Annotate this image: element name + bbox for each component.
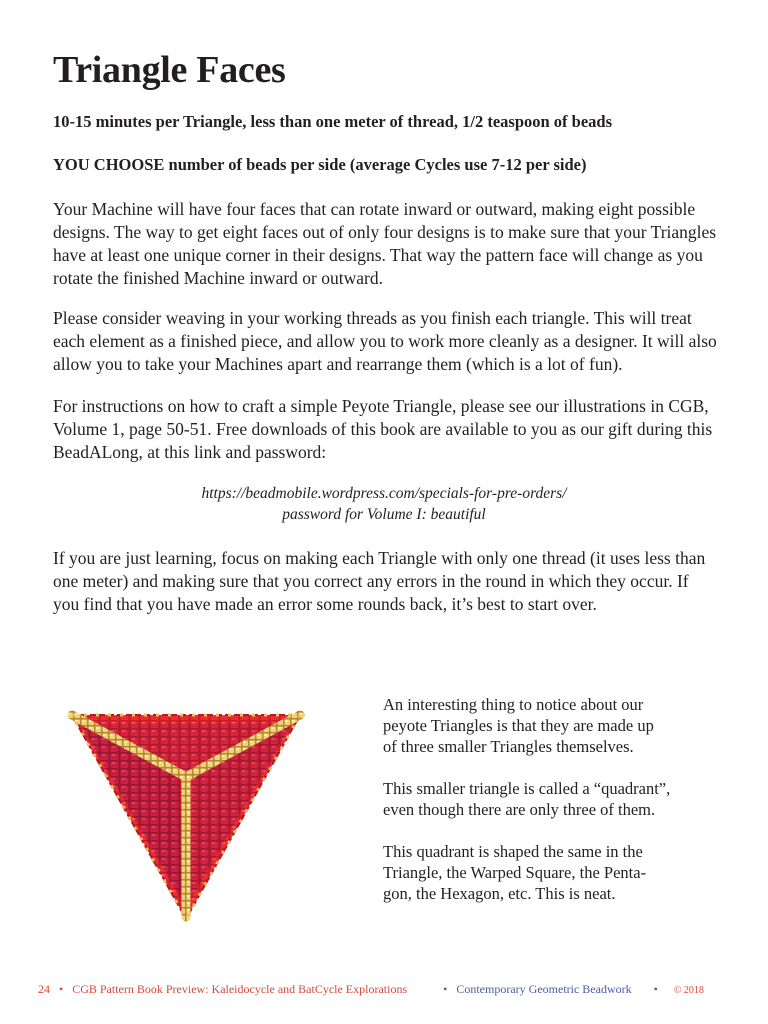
beaded-triangle-illustration	[60, 705, 310, 925]
series-title: Contemporary Geometric Beadwork	[456, 982, 632, 996]
text-line: each element as a finished piece, and allow you to work more cleanly as a designer. It will also	[53, 331, 717, 351]
copyright: © 2018	[673, 985, 704, 996]
download-link[interactable]: https://beadmobile.wordpress.com/specials-for-pre-orders/	[201, 485, 567, 502]
text-line: of three smaller Triangles themselves.	[383, 737, 634, 756]
download-info	[0, 483, 768, 525]
text-line: one meter) and making sure that you correct any errors in the round in which they occur. If	[53, 571, 689, 591]
text-line: BeadALong, at this link and password:	[53, 442, 327, 462]
text-line: Your Machine will have four faces that can rotate inward or outward, making eight possible	[53, 199, 696, 219]
text-line: Volume 1, page 50-51. Free downloads of this book are available to you as our gift during this	[53, 419, 713, 439]
paragraph-threads	[53, 307, 723, 376]
text-line: designs. The way to get eight faces out of only four designs is to make sure that your Triangles	[53, 222, 717, 242]
text-line: If you are just learning, focus on making each Triangle with only one thread (it uses less than	[53, 548, 706, 568]
quadrant-note	[383, 694, 723, 925]
beaded-triangle-image	[60, 705, 310, 925]
text-line: This quadrant is shaped the same in the	[383, 842, 643, 861]
bullet: •	[653, 982, 658, 996]
text-line: Triangle, the Warped Square, the Penta-	[383, 863, 647, 882]
text-line: you find that you have made an error some rounds back, it’s best to start over.	[53, 594, 597, 614]
text-line: Please consider weaving in your working threads as you finish each triangle. This will treat	[53, 308, 692, 328]
page-title: Triangle Faces	[53, 49, 286, 91]
bullet: •	[59, 982, 64, 996]
bullet: •	[443, 982, 448, 996]
book-title: CGB Pattern Book Preview: Kaleidocycle and BatCycle Explorations	[72, 982, 408, 996]
text-line: An interesting thing to notice about our	[383, 695, 644, 714]
text-line: This smaller triangle is called a “quadrant”,	[383, 779, 671, 798]
time-summary: 10-15 minutes per Triangle, less than one meter of thread, 1/2 teaspoon of beads	[53, 112, 613, 131]
page-number: 24	[38, 982, 50, 996]
text-line: For instructions on how to craft a simple Peyote Triangle, please see our illustrations in CGB,	[53, 396, 709, 416]
paragraph-faces	[53, 198, 723, 290]
page-footer	[38, 982, 738, 997]
text-line: have at least one unique corner in their designs. That way the pattern face will change as you	[53, 245, 703, 265]
note-paragraph	[383, 841, 723, 904]
download-password: password for Volume I: beautiful	[282, 506, 486, 523]
text-line: allow you to take your Machines apart and rearrange them (which is a lot of fun).	[53, 354, 623, 374]
paragraph-learning	[53, 547, 723, 616]
bead-count-summary: YOU CHOOSE number of beads per side (average Cycles use 7-12 per side)	[53, 155, 587, 174]
text-line: gon, the Hexagon, etc. This is neat.	[383, 884, 616, 903]
text-line: peyote Triangles is that they are made up	[383, 716, 654, 735]
note-paragraph	[383, 778, 723, 820]
text-line: even though there are only three of them.	[383, 800, 656, 819]
note-paragraph	[383, 694, 723, 757]
text-line: rotate the finished Machine inward or outward.	[53, 268, 383, 288]
paragraph-instructions	[53, 395, 723, 464]
